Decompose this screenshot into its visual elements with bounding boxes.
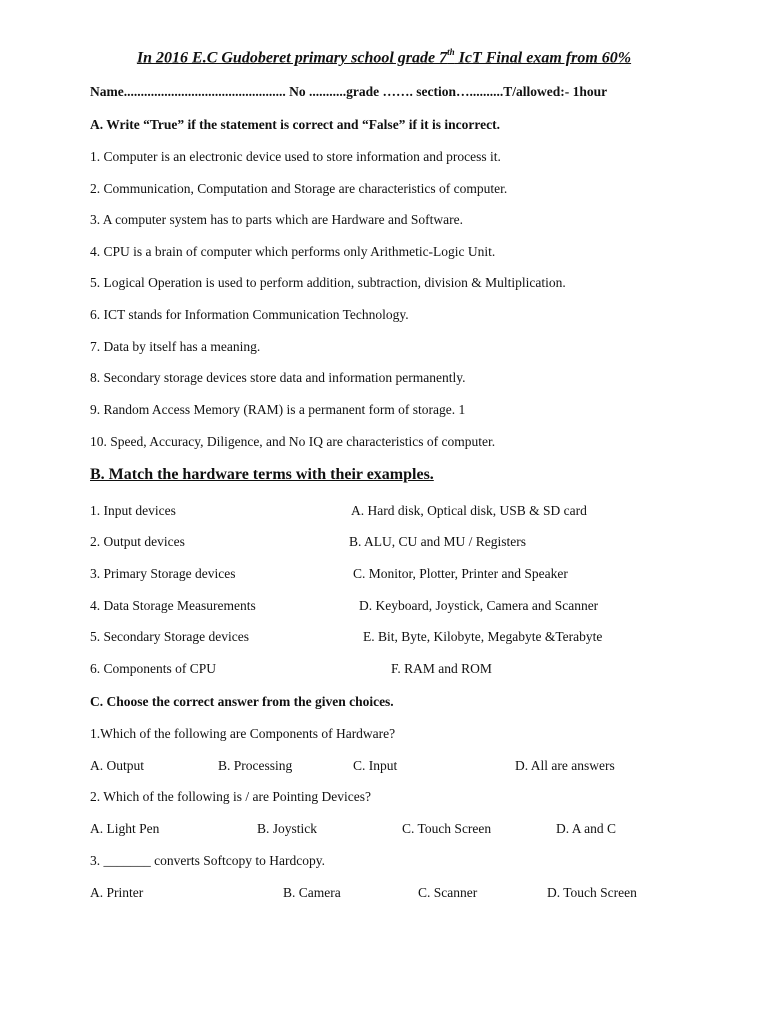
mcq-choice: D. All are answers xyxy=(515,758,615,773)
mcq-choice: C. Input xyxy=(353,758,398,773)
mcq-choice: A. Printer xyxy=(90,885,144,900)
true-false-item: 5. Logical Operation is used to perform addition, subtraction, division & Multiplication. xyxy=(90,275,566,290)
match-example: B. ALU, CU and MU / Registers xyxy=(349,534,526,549)
exam-title-superscript: th xyxy=(447,47,455,57)
mcq-choice: C. Scanner xyxy=(418,885,478,900)
match-example: C. Monitor, Plotter, Printer and Speaker xyxy=(353,566,568,581)
student-info-line: Name................................................ No ...........grade ……. section…..........T/allowed:- 1hour xyxy=(90,84,608,99)
match-example: A. Hard disk, Optical disk, USB & SD card xyxy=(351,503,587,518)
mcq-choice: A. Light Pen xyxy=(90,821,160,836)
match-term: 6. Components of CPU xyxy=(90,661,217,676)
match-example: D. Keyboard, Joystick, Camera and Scanner xyxy=(359,598,599,613)
mcq-question: 2. Which of the following is / are Pointing Devices? xyxy=(90,789,371,804)
exam-title-prefix: In 2016 E.C Gudoberet primary school grade 7 xyxy=(136,49,448,67)
mcq-choice: B. Joystick xyxy=(257,821,318,836)
true-false-item: 7. Data by itself has a meaning. xyxy=(90,339,261,354)
match-term: 1. Input devices xyxy=(90,503,176,518)
section-b-heading: B. Match the hardware terms with their examples. xyxy=(90,466,434,483)
exam-title xyxy=(0,48,768,67)
mcq-choice: D. Touch Screen xyxy=(547,885,637,900)
true-false-item: 6. ICT stands for Information Communication Technology. xyxy=(90,307,409,322)
match-term: 2. Output devices xyxy=(90,534,185,549)
true-false-item: 2. Communication, Computation and Storage are characteristics of computer. xyxy=(90,181,508,196)
mcq-question: 1.Which of the following are Components of Hardware? xyxy=(90,726,396,741)
mcq-choice: D. A and C xyxy=(556,821,617,836)
mcq-choice: B. Processing xyxy=(218,758,293,773)
true-false-item: 9. Random Access Memory (RAM) is a permanent form of storage. 1 xyxy=(90,402,466,417)
true-false-item: 3. A computer system has to parts which are Hardware and Software. xyxy=(90,212,464,227)
true-false-item: 8. Secondary storage devices store data and information permanently. xyxy=(90,370,466,385)
section-c-heading: C. Choose the correct answer from the given choices. xyxy=(90,694,394,709)
match-term: 4. Data Storage Measurements xyxy=(90,598,256,613)
mcq-choice: A. Output xyxy=(90,758,144,773)
true-false-item: 1. Computer is an electronic device used to store information and process it. xyxy=(90,149,501,164)
mcq-choice: B. Camera xyxy=(283,885,341,900)
true-false-item: 10. Speed, Accuracy, Diligence, and No IQ are characteristics of computer. xyxy=(90,434,496,449)
match-term: 3. Primary Storage devices xyxy=(90,566,236,581)
section-a-heading: A. Write “True” if the statement is correct and “False” if it is incorrect. xyxy=(90,117,501,132)
match-example: E. Bit, Byte, Kilobyte, Megabyte &Terabyte xyxy=(363,629,603,644)
mcq-question: 3. _______ converts Softcopy to Hardcopy. xyxy=(90,853,325,868)
match-example: F. RAM and ROM xyxy=(391,661,492,676)
true-false-item: 4. CPU is a brain of computer which performs only Arithmetic-Logic Unit. xyxy=(90,244,496,259)
exam-title-suffix: IcT Final exam from 60% xyxy=(454,49,632,67)
match-term: 5. Secondary Storage devices xyxy=(90,629,249,644)
mcq-choice: C. Touch Screen xyxy=(402,821,492,836)
